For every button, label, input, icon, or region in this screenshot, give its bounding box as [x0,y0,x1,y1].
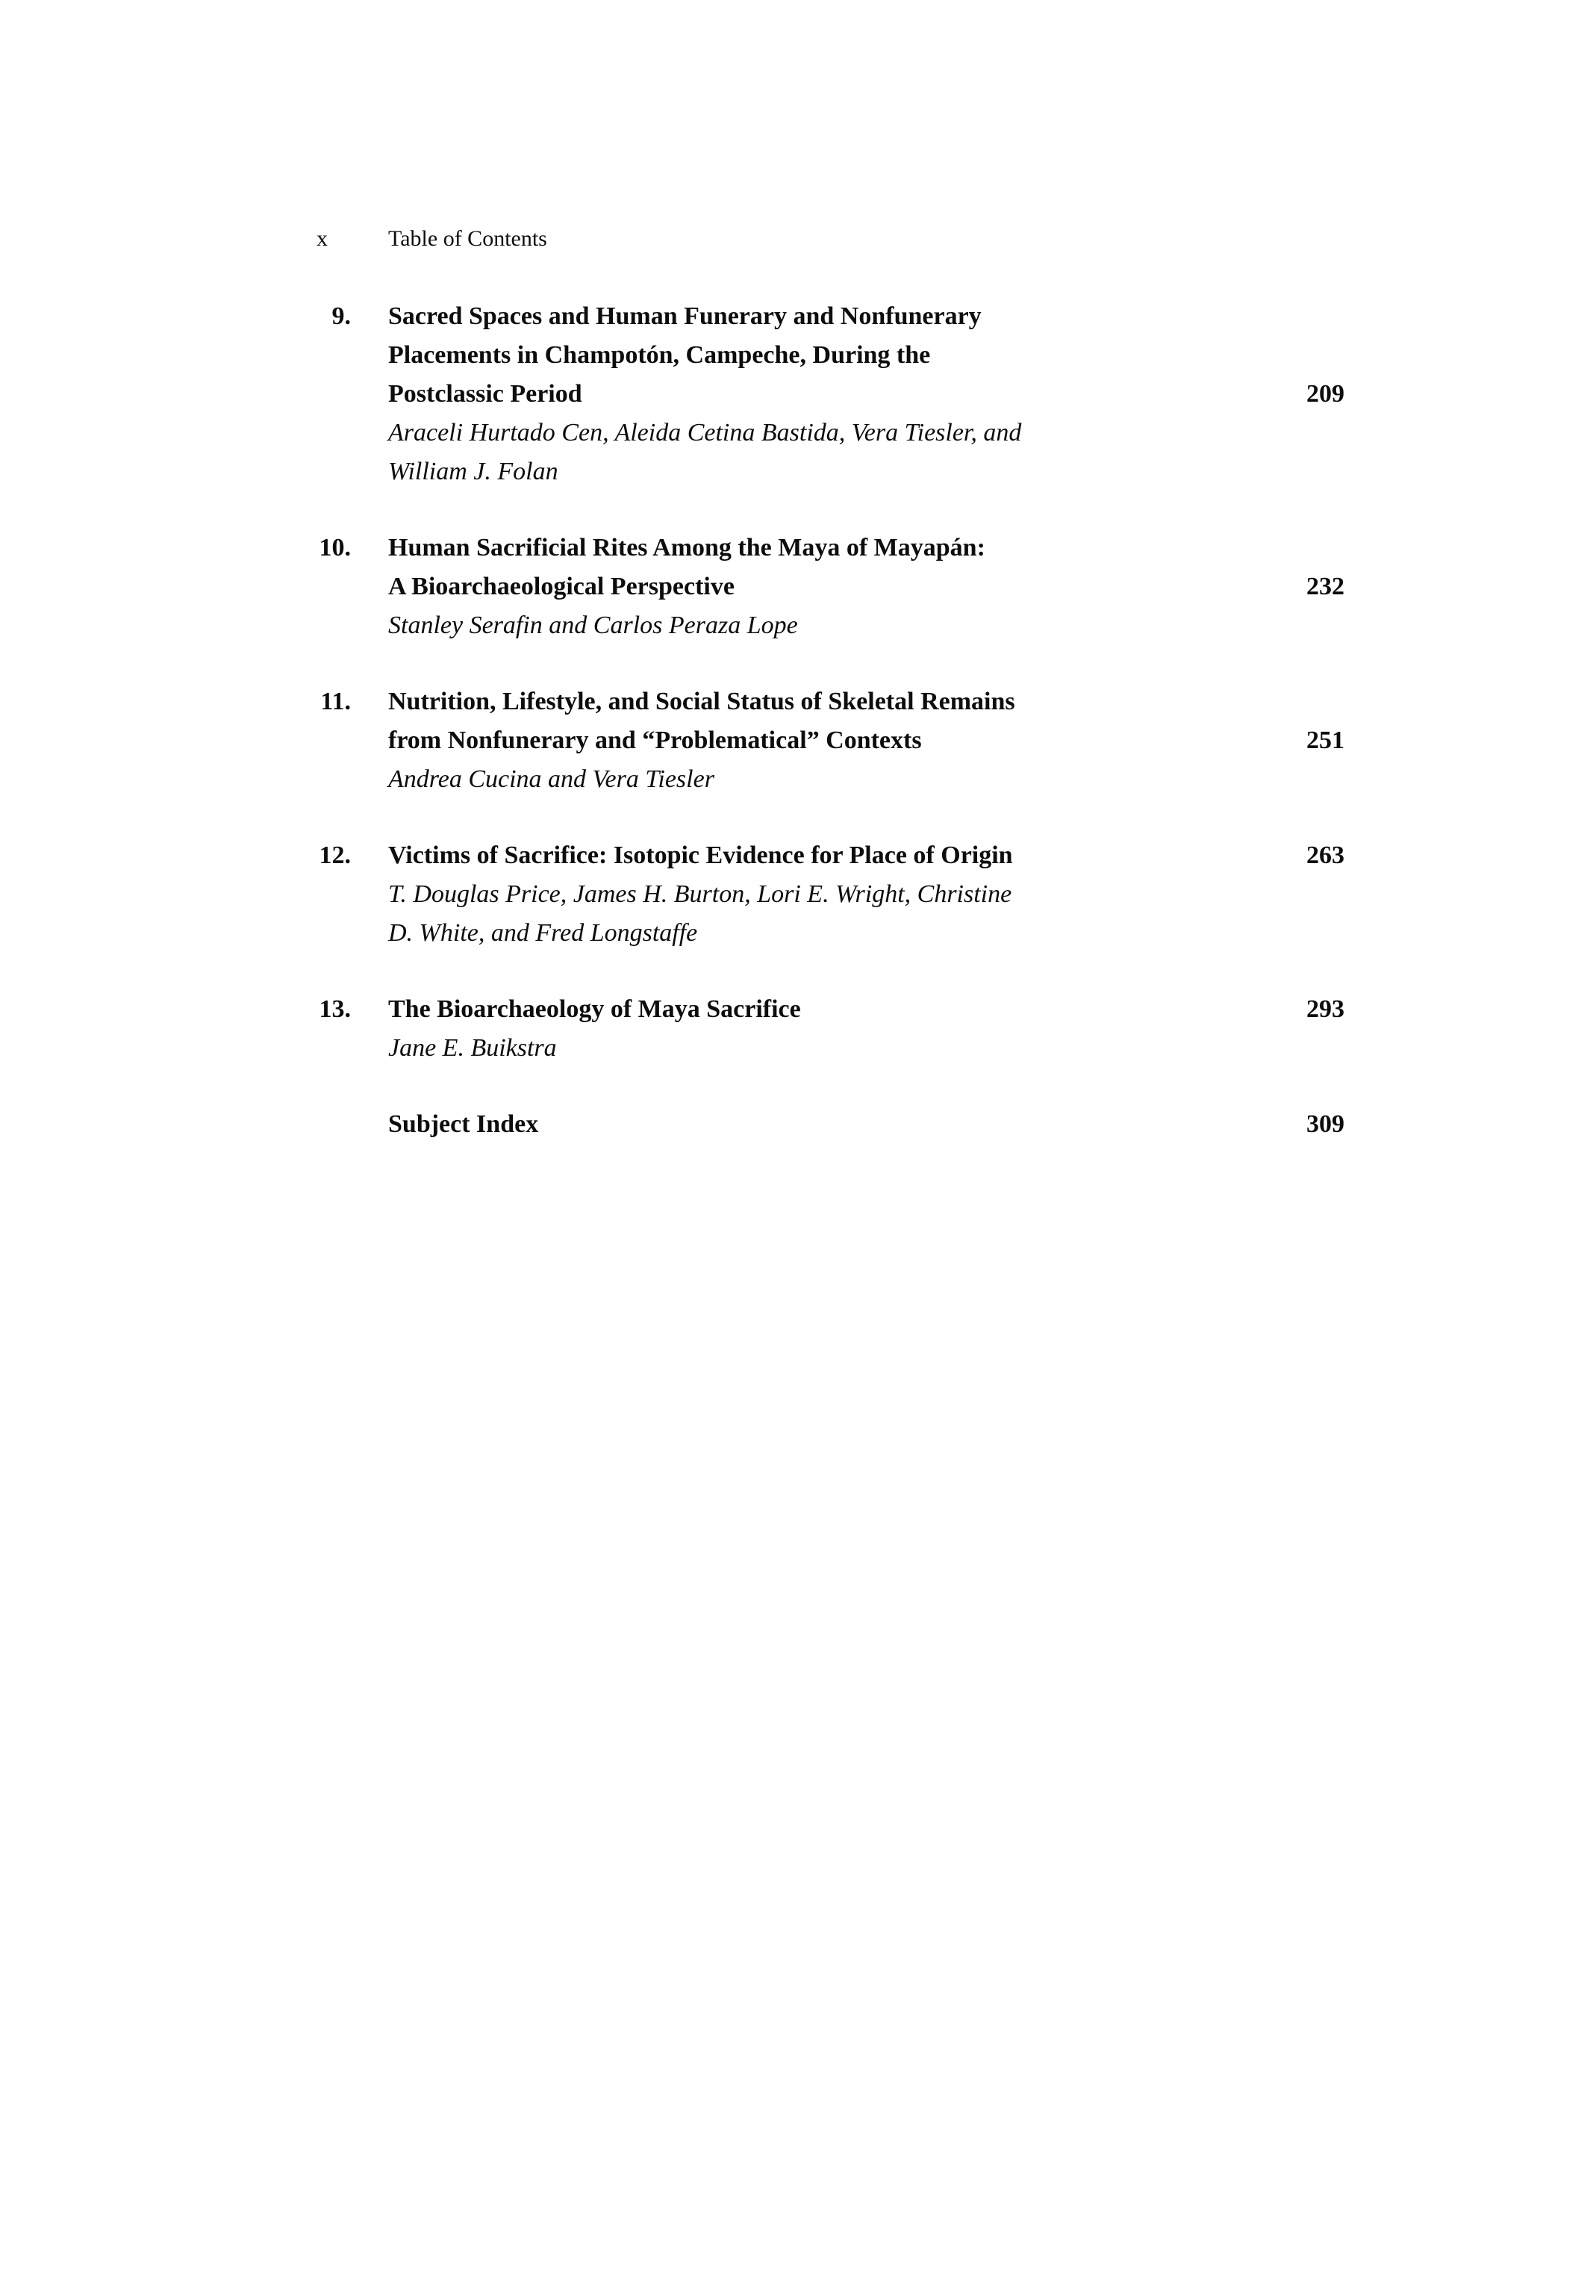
author-line: T. Douglas Price, James H. Burton, Lori E. Wright, Christine [388,880,1012,908]
back-matter-label: Subject Index [388,1110,539,1138]
author-line: William J. Folan [388,458,558,485]
page-number: 232 [1306,573,1344,600]
page-number: 251 [1306,727,1344,754]
entry-number: 9. [331,302,351,330]
title-line: Human Sacrificial Rites Among the Maya of Mayapán: [388,534,985,561]
author-line: Stanley Serafin and Carlos Peraza Lope [388,612,798,639]
entry-body [388,529,1344,645]
entry-number: 11. [320,688,351,715]
entry-number-empty [317,1105,351,1144]
running-header-title: Table of Contents [388,226,547,251]
entry-number: 12. [319,841,351,869]
author-line: Araceli Hurtado Cen, Aleida Cetina Bastida, Vera Tiesler, and [388,419,1022,447]
author-line: Jane E. Buikstra [388,1034,557,1062]
page-number: 293 [1306,995,1344,1023]
author-line: D. White, and Fred Longstaffe [388,919,698,947]
running-header-page-number: x [317,226,328,251]
entry-body [388,990,1344,1068]
toc-entry [317,682,1344,799]
entry-number: 10. [319,534,351,561]
page-number: 309 [1306,1110,1344,1138]
entry-body [388,1105,1344,1144]
toc-entry [317,990,1344,1068]
author-line: Andrea Cucina and Vera Tiesler [388,765,714,793]
entry-body [388,297,1344,491]
title-line: Postclassic Period [388,380,582,408]
title-line: Sacred Spaces and Human Funerary and Nonfunerary [388,302,982,330]
toc-entry [317,836,1344,953]
title-line: Placements in Champotón, Campeche, During the [388,341,931,369]
page-number: 209 [1306,380,1344,408]
toc-entry [317,529,1344,645]
title-line: Victims of Sacrifice: Isotopic Evidence for Place of Origin [388,841,1013,869]
entry-body [388,682,1344,799]
title-line: A Bioarchaeological Perspective [388,573,735,600]
title-line: The Bioarchaeology of Maya Sacrifice [388,995,801,1023]
running-header [317,220,1344,258]
entry-number: 13. [319,995,351,1023]
entry-body [388,836,1344,953]
title-line: Nutrition, Lifestyle, and Social Status of Skeletal Remains [388,688,1015,715]
title-line: from Nonfunerary and “Problematical” Contexts [388,727,922,754]
toc-back-matter-entry [317,1105,1344,1144]
page-number: 263 [1306,841,1344,869]
toc-content [317,220,1344,1181]
toc-entry [317,297,1344,491]
